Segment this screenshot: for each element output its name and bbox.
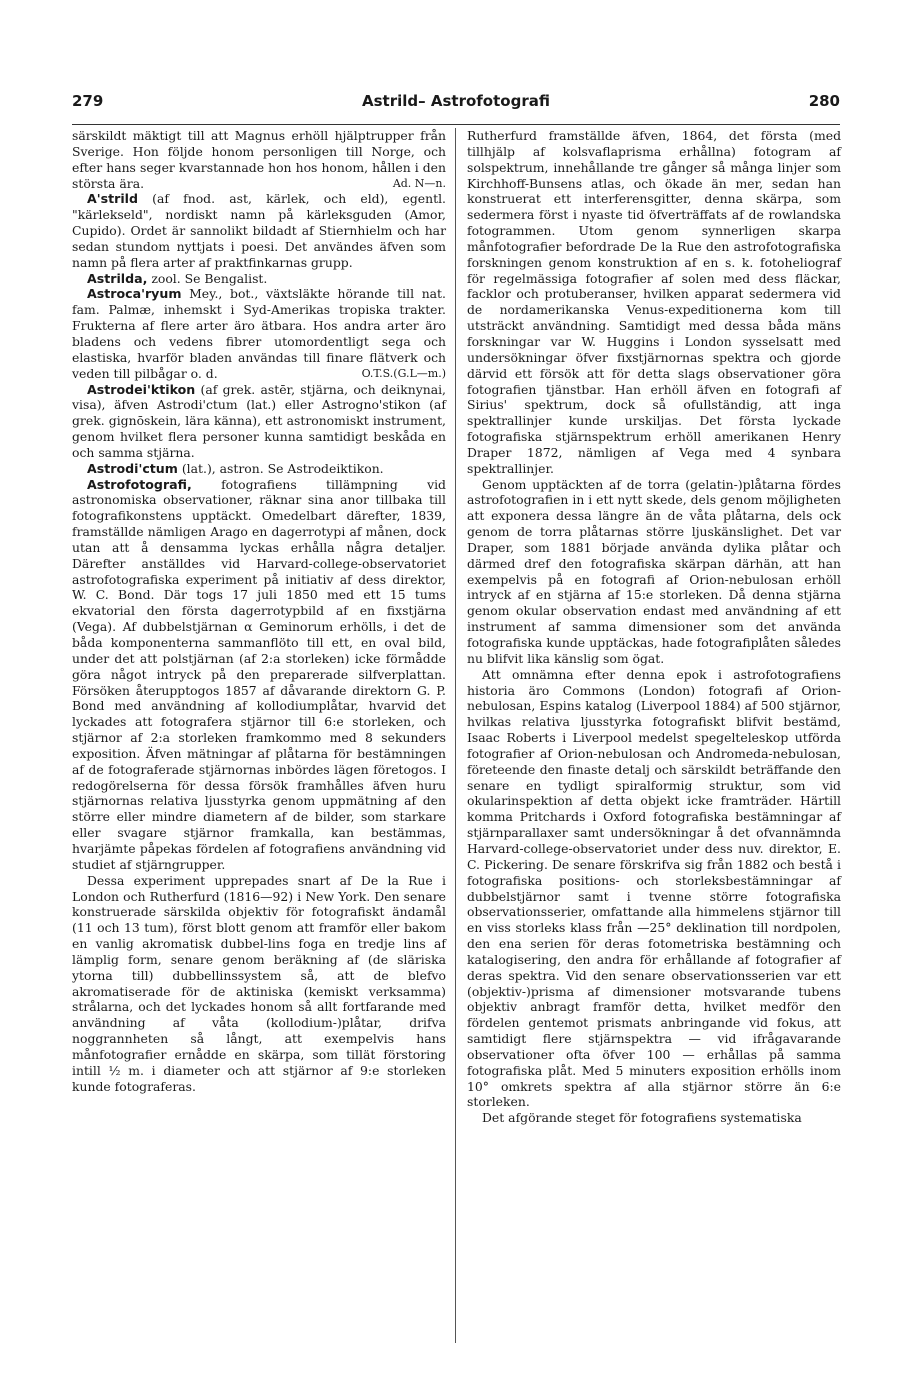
page-number-right: 280: [808, 92, 840, 110]
headword: Astrofotografi,: [87, 476, 192, 492]
entry-astrild: A'strild (af fnod. ast, kärlek, och eld), egentl. "kärlekseld", nordiskt namn på kärleksguden (Amor, Cupido). Ordet är sannolikt bildadt af Stiernhielm och har sedan stundom nyttjats i poesi. Det användes äfven som namn på flera arter af praktfinkarnas grupp.: [72, 191, 446, 270]
header-rule: [72, 124, 840, 125]
page-number-left: 279: [72, 92, 104, 110]
page-header: [72, 92, 840, 114]
paragraph: Rutherfurd framställde äfven, 1864, det första (med tillhjälp af kolsvaflaprisma erhållna) fotogram af solspektrum, innehållande tre gånger så många linjer som Kirchhoff-Bunsens atlas, och ökade än mer, sedan han konstruerat ett interferensgitter, denna skärpa, som sedermera först i nyaste tid öfverträffats af de rowlandska fotogrammen. Utom genom synnerligen skarpa månfotografier befordrade De la Rue den astrofotografiska forskningen genom konstruktion af en s. k. fotoheliograf för regelmässiga fotografier af solen med dess fläckar, facklor och protuberanser, hvilken apparat sedermera vid de nordamerikanska Venus-expeditionerna kom till utsträckt användning. Samtidigt med dessa båda mäns forskningar var W. Huggins i London sysselsatt med undersökningar öfver fixstjärnornas spektra och gjorde därvid ett försök att för detta slags observationer göra fotografien tjänstbar. Han erhöll äfven en fotografi af Sirius' spektrum, dock så ofullständig, att inga spektrallinjer kunde urskiljas. Det första lyckade fotografiska stjärnspektrum erhöll amerikanen Henry Draper 1872, nämligen af Vega med 4 synbara spektrallinjer.: [467, 128, 841, 476]
right-column: [467, 128, 841, 1126]
entry-astrocaryum: Astroca'ryum Mey., bot., växtsläkte hörande till nat. fam. Palmæ, inhemskt i Syd-Amerikas tropiska trakter. Frukterna af flere arter äro ätbara. Hos andra arter äro bladens och vedens fibrer utomordentligt sega och elastiska, hvarför bladen användas till finare flätverk och veden till pilbågar o. d. O.T.S.(G.L—m.): [72, 286, 446, 381]
left-column: [72, 128, 446, 1094]
entry-astrodictum: Astrodi'ctum (lat.), astron. Se Astrodeiktikon.: [87, 460, 384, 476]
entry-continuation: särskildt mäktigt till att Magnus erhöll hjälptrupper från Sverige. Hon följde honom personligen till Norge, och efter hans seger kvarstannade hon hos honom, hållen i den största ära. Ad. N—n.: [72, 128, 446, 191]
running-title: Astrild– Astrofotografi: [362, 92, 550, 110]
entry-astrodeiktikon: Astrodei'ktikon (af grek. astēr, stjärna, och deiknynai, visa), äfven Astrodi'ctum (lat.) eller Astrogno'stikon (af grek. gignōskein, lära känna), ett astronomiskt instrument, genom hvilket flera personer kunna samtidigt beskåda en och samma stjärna.: [72, 381, 446, 460]
headword: Astroca'ryum: [87, 286, 182, 302]
column-divider: [455, 128, 456, 1343]
paragraph: Att omnämna efter denna epok i astrofotografiens historia äro Commons (London) fotografi af Orion-nebulosan, Espins katalog (Liverpool 1884) af 500 stjärnor, hvilkas relativa ljusstyrka fotografiskt blifvit bestämd, Isaac Roberts i Liverpool medelst spegelteleskop utförda fotografier af Orion-nebulosan och Andromeda-nebulosan, företeende den finaste detalj och särskildt beträffande den senare en tydligt spiralformig struktur, som vid okularinspektion af detta objekt icke framträder. Härtill komma Pritchards i Oxford fotografiska bestämningar af stjärnparallaxer samt undersökningar å det ofvannämnda Harvard-college-observatoriet under dess nuv. direktor, E. C. Pickering. De senare förskrifva sig från 1882 och bestå i fotografiska positions- och storleksbestämningar af dubbelstjärnor samt i tvenne större fotografiska observationsserier, omfattande alla himmelens stjärnor till en viss storleks klass från —25° deklination till nordpolen, den ena serien för deras fotometriska bestämning och katalogisering, den andra för erhållande af fotografier af deras spektra. Vid den senare observationsserien var ett (objektiv-)prisma af dimensioner motsvarande tubens objektiv anbragt framför detta, hvilket medför den fördelen gentemot prismats anbringande vid fokus, att samtidigt flere stjärnspektra — vid ifrågavarande observationer ofta öfver 100 — erhållas på samma fotografiska plåt. Med 5 minuters exposition erhölls inom 10° omkrets spektra af alla stjärnor större än 6:e storleken.: [467, 666, 841, 1110]
headword: Astrodi'ctum: [87, 460, 178, 476]
author-signature: Ad. N—n.: [392, 176, 446, 190]
headword: A'strild: [87, 191, 138, 207]
paragraph: Genom upptäckten af de torra (gelatin-)plåtarna fördes astrofotografien in i ett nytt skede, dels genom möjligheten att exponera dessa längre än de våta plåtarna, dels ock genom de torra plåtarnas större ljuskänslighet. Det var Draper, som 1881 började använda dylika plåtar och därmed dref den fotografiska skärpan därhän, att han exempelvis på en fotografi af Orion-nebulosan erhöll intryck af en stjärna af 15:e storleken. Då denna stjärna genom okular observation endast med användning af ett instrument af samma dimensioner som det använda fotografiska kunde upptäckas, hade fotografiplåten således nu blifvit lika känslig som ögat.: [467, 476, 842, 666]
paragraph: Dessa experiment upprepades snart af De la Rue i London och Rutherfurd (1816—92) i New York. Den senare konstruerade särskilda objektiv för fotografiskt ändamål (11 och 13 tum), först blott genom att framför eller bakom en vanlig akromatisk dubbel-lins foga en tredje lins af lämplig form, senare genom beräkning af (de släriska ytorna till) dubbellinssystem så, att de blefvo akromatiserade för de aktiniska (kemiskt verksamma) strålarna, och det lyckades honom så allt fortfarande med användning af våta (kollodium-)plåtar, drifva noggrannheten så långt, att exempelvis hans månfotografier ernådde en skärpa, som tillät förstoring intill ½ m. i diameter och att stjärnor af 9:e storleken kunde fotograferas.: [72, 872, 446, 1094]
paragraph: Det afgörande steget för fotografiens systematiska: [482, 1110, 802, 1126]
headword: Astrodei'ktikon: [87, 381, 196, 397]
author-signature: O.T.S.(G.L—m.): [361, 366, 446, 380]
entry-astrofotografi: Astrofotografi, fotografiens tillämpning vid astronomiska observationer, räknar sina anor tillbaka till fotografikonstens upptäckt. Omedelbart därefter, 1839, framställde nämligen Arago en dagerrotypi af månen, dock utan att å densamma lyckas erhålla några detaljer. Därefter anställdes vid Harvard-college-observatoriet astrofotografiska experiment på initiativ af dess direktor, W. C. Bond. Där togs 17 juli 1850 med ett 15 tums ekvatorial den första dagerrotypbild af en fixstjärna (Vega). Af dubbelstjärnan α Geminorum erhölls, i det de båda komponenterna sammanflöto till ett, en oval bild, under det att polstjärnan (af 2:a storleken) icke förmådde göra något intryck på den preparerade silfverplattan. Försöken återupptogos 1857 af dåvarande direktorn G. P. Bond med användning af kollodiumplåtar, hvarvid det lyckades att fotografera stjärnor till 6:e storleken, och stjärnor af 2:a storleken framkommo med 8 sekunders exposition. Äfven mätningar af plåtarna för bestämningen af de fotograferade stjärnornas inbördes lägen företogos. I redogörelserna för dessa försök framhålles äfven huru stjärnornas relativa ljusstyrka genom uppmätning af den större eller mindre diametern af de bilder, som starkare eller svagare stjärnor framkalla, kan bestämmas, hvarjämte påpekas fördelen af fotografiens användning vid studiet af stjärngrupper.: [72, 476, 446, 872]
headword: Astrilda,: [87, 270, 148, 286]
entry-astrilda: Astrilda, zool. Se Bengalist.: [87, 270, 268, 286]
